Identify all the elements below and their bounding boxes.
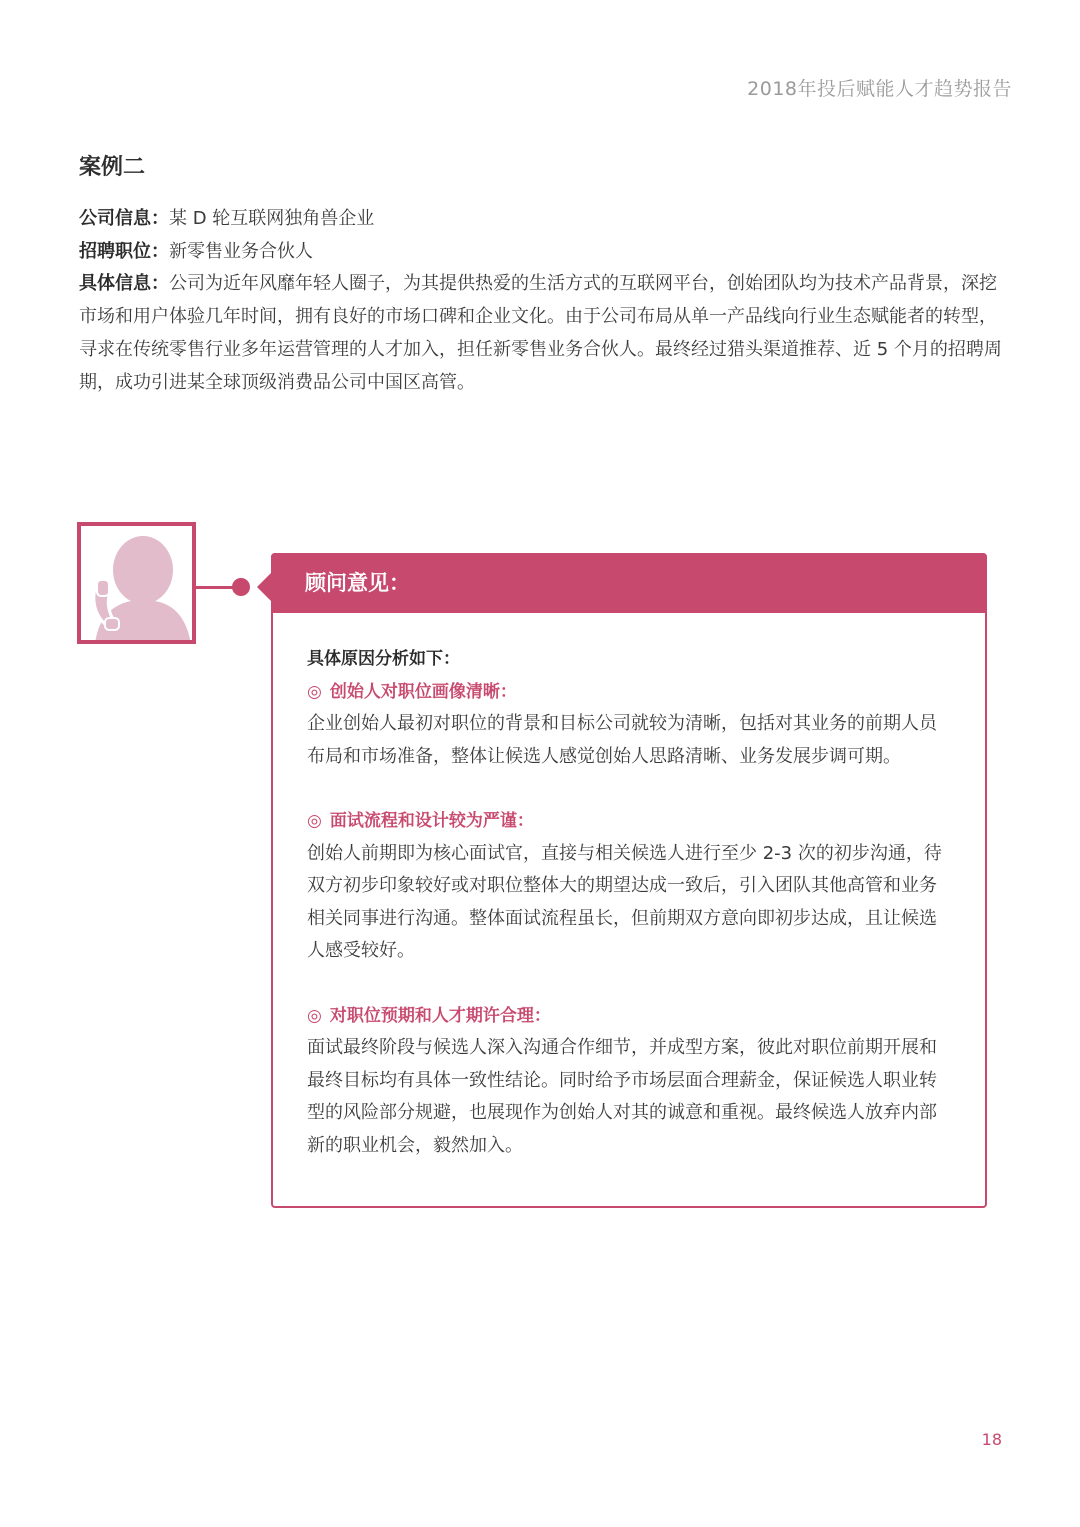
bullet-icon: ◎ bbox=[307, 811, 322, 831]
position-value: 新零售业务合伙人 bbox=[169, 240, 313, 262]
card-title: 顾问意见： bbox=[305, 571, 410, 595]
details-text-line: 公司为近年风靡年轻人圈子，为其提供热爱的生活方式的互联网平台，创始团队均为技术产品背景，深挖 bbox=[169, 273, 997, 295]
reason-heading-text: 创始人对职位画像清晰： bbox=[329, 681, 517, 702]
page-number: 18 bbox=[981, 1430, 1002, 1449]
card-header bbox=[271, 553, 987, 613]
details-label: 具体信息： bbox=[79, 273, 169, 295]
reason-text-line: 创始人前期即为核心面试官，直接与相关候选人进行至少 2-3 次的初步沟通，待 bbox=[307, 842, 942, 864]
position-line bbox=[79, 236, 1007, 269]
report-title: 2018年投后赋能人才趋势报告 bbox=[747, 78, 1012, 100]
reason-heading-text: 面试流程和设计较为严谨： bbox=[329, 811, 534, 831]
reason-heading-text: 对职位预期和人才期许合理： bbox=[329, 1005, 551, 1026]
reason-text-line: 新的职业机会，毅然加入。 bbox=[307, 1134, 523, 1156]
reason-text-line: 相关同事进行沟通。整体面试流程虽长，但前期双方意向即初步达成，且让候选 bbox=[307, 907, 937, 929]
company-info-line bbox=[79, 203, 1007, 236]
reason-point bbox=[307, 805, 957, 968]
company-info-value: 某 D 轮互联网独角兽企业 bbox=[169, 208, 375, 229]
card-body bbox=[307, 643, 957, 1162]
analysis-intro: 具体原因分析如下： bbox=[307, 649, 460, 669]
connector-dot bbox=[232, 578, 250, 596]
details-line bbox=[79, 268, 1007, 301]
advisor-phone-icon bbox=[81, 526, 192, 640]
advisor-avatar bbox=[77, 522, 196, 644]
reason-heading bbox=[307, 1000, 957, 1033]
reason-text-line: 型的风险部分规避，也展现作为创始人对其的诚意和重视。最终候选人放弃内部 bbox=[307, 1102, 937, 1123]
case-info bbox=[79, 203, 1007, 399]
details-text-line: 市场和用户体验几年时间，拥有良好的市场口碑和企业文化。由于公司布局从单一产品线向行业生态赋能者的转型， bbox=[79, 306, 997, 328]
reason-heading bbox=[307, 805, 957, 838]
reason-text-line: 布局和市场准备，整体让候选人感觉创始人思路清晰、业务发展步调可期。 bbox=[307, 745, 901, 767]
position-label: 招聘职位： bbox=[79, 240, 169, 262]
bullet-icon: ◎ bbox=[307, 681, 322, 702]
reason-text-line: 双方初步印象较好或对职位整体大的期望达成一致后，引入团队其他高管和业务 bbox=[307, 875, 937, 896]
reason-point bbox=[307, 1000, 957, 1163]
reason-text-line: 企业创始人最初对职位的背景和目标公司就较为清晰，包括对其业务的前期人员 bbox=[307, 713, 937, 734]
details-text-line: 期，成功引进某全球顶级消费品公司中国区高管。 bbox=[79, 371, 475, 393]
details-text-line: 寻求在传统零售行业多年运营管理的人才加入，担任新零售业务合伙人。最终经过猎头渠道推荐、近 5 个月的招聘周 bbox=[79, 338, 1002, 360]
company-info-label: 公司信息： bbox=[79, 208, 169, 229]
bullet-icon: ◎ bbox=[307, 1005, 322, 1026]
reason-point bbox=[307, 676, 957, 774]
card-notch bbox=[257, 573, 271, 601]
case-title: 案例二 bbox=[79, 155, 146, 180]
advisor-opinion-card bbox=[271, 553, 987, 1208]
reason-text-line: 最终目标均有具体一致性结论。同时给予市场层面合理薪金，保证候选人职业转 bbox=[307, 1069, 937, 1091]
reason-heading bbox=[307, 676, 957, 709]
reason-text-line: 人感受较好。 bbox=[307, 940, 415, 961]
reason-text-line: 面试最终阶段与候选人深入沟通合作细节，并成型方案，彼此对职位前期开展和 bbox=[307, 1037, 937, 1058]
